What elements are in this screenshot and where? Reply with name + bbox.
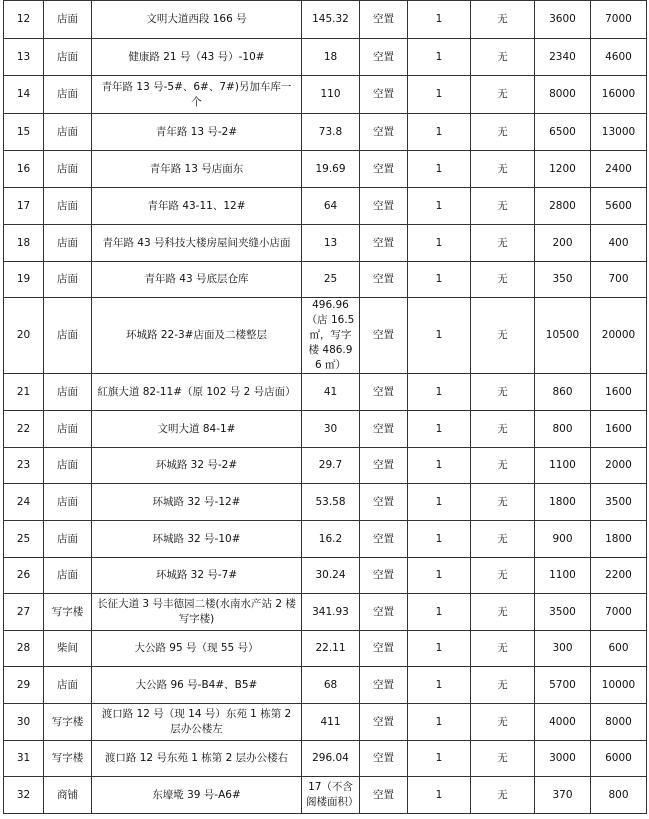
table-row <box>4 777 647 814</box>
occupancy-status-cell: 空置 <box>360 484 408 521</box>
property-address-cell: 渡口路 12 号东苑 1 栋第 2 层办公楼右 <box>92 741 302 777</box>
deposit-value-cell: 700 <box>591 262 647 298</box>
remark-cell: 无 <box>471 667 535 704</box>
remark-cell: 无 <box>471 262 535 298</box>
table-row <box>4 298 647 374</box>
remark-cell: 无 <box>471 594 535 631</box>
row-number-cell: 22 <box>4 411 44 448</box>
property-area-cell: 41 <box>302 374 360 411</box>
remark-cell: 无 <box>471 704 535 741</box>
property-address-cell: 长征大道 3 号丰德园二楼(水南水产站 2 楼写字楼) <box>92 594 302 631</box>
quantity-cell: 1 <box>408 151 471 188</box>
price-value-cell: 900 <box>535 521 591 558</box>
property-type-cell: 店面 <box>44 667 92 704</box>
row-number-cell: 12 <box>4 1 44 39</box>
row-number-cell: 18 <box>4 225 44 262</box>
quantity-cell: 1 <box>408 76 471 114</box>
property-area-cell: 145.32 <box>302 1 360 39</box>
remark-cell: 无 <box>471 631 535 667</box>
occupancy-status-cell: 空置 <box>360 594 408 631</box>
property-address-cell: 大公路 95 号（现 55 号） <box>92 631 302 667</box>
remark-cell: 无 <box>471 188 535 225</box>
row-number-cell: 23 <box>4 448 44 484</box>
table-row <box>4 667 647 704</box>
deposit-value-cell: 7000 <box>591 594 647 631</box>
price-value-cell: 3500 <box>535 594 591 631</box>
quantity-cell: 1 <box>408 521 471 558</box>
property-type-cell: 店面 <box>44 39 92 76</box>
row-number-cell: 17 <box>4 188 44 225</box>
deposit-value-cell: 400 <box>591 225 647 262</box>
quantity-cell: 1 <box>408 631 471 667</box>
property-address-cell: 文明大道西段 166 号 <box>92 1 302 39</box>
row-number-cell: 32 <box>4 777 44 814</box>
deposit-value-cell: 800 <box>591 777 647 814</box>
quantity-cell: 1 <box>408 411 471 448</box>
row-number-cell: 19 <box>4 262 44 298</box>
property-area-cell: 64 <box>302 188 360 225</box>
property-address-cell: 青年路 43 号科技大楼房屋间夹缝小店面 <box>92 225 302 262</box>
quantity-cell: 1 <box>408 39 471 76</box>
property-address-cell: 环城路 22-3#店面及二楼整层 <box>92 298 302 374</box>
deposit-value-cell: 7000 <box>591 1 647 39</box>
table-row <box>4 411 647 448</box>
price-value-cell: 5700 <box>535 667 591 704</box>
row-number-cell: 24 <box>4 484 44 521</box>
price-value-cell: 1100 <box>535 558 591 594</box>
deposit-value-cell: 6000 <box>591 741 647 777</box>
price-value-cell: 1800 <box>535 484 591 521</box>
row-number-cell: 16 <box>4 151 44 188</box>
deposit-value-cell: 1600 <box>591 411 647 448</box>
occupancy-status-cell: 空置 <box>360 667 408 704</box>
row-number-cell: 29 <box>4 667 44 704</box>
property-address-cell: 青年路 13 号-5#、6#、7#)另加车库一个 <box>92 76 302 114</box>
property-type-cell: 柴间 <box>44 631 92 667</box>
property-type-cell: 店面 <box>44 1 92 39</box>
quantity-cell: 1 <box>408 188 471 225</box>
property-area-cell: 53.58 <box>302 484 360 521</box>
deposit-value-cell: 16000 <box>591 76 647 114</box>
price-value-cell: 10500 <box>535 298 591 374</box>
remark-cell: 无 <box>471 411 535 448</box>
property-address-cell: 大公路 96 号-B4#、B5# <box>92 667 302 704</box>
price-value-cell: 2340 <box>535 39 591 76</box>
table-row <box>4 225 647 262</box>
table-row <box>4 631 647 667</box>
table-row <box>4 188 647 225</box>
quantity-cell: 1 <box>408 704 471 741</box>
property-type-cell: 写字楼 <box>44 594 92 631</box>
row-number-cell: 13 <box>4 39 44 76</box>
remark-cell: 无 <box>471 741 535 777</box>
occupancy-status-cell: 空置 <box>360 741 408 777</box>
property-type-cell: 店面 <box>44 374 92 411</box>
deposit-value-cell: 2400 <box>591 151 647 188</box>
table-row <box>4 704 647 741</box>
property-type-cell: 店面 <box>44 558 92 594</box>
table-row <box>4 1 647 39</box>
occupancy-status-cell: 空置 <box>360 558 408 594</box>
property-type-cell: 商铺 <box>44 777 92 814</box>
deposit-value-cell: 10000 <box>591 667 647 704</box>
property-address-cell: 环城路 32 号-7# <box>92 558 302 594</box>
remark-cell: 无 <box>471 1 535 39</box>
deposit-value-cell: 20000 <box>591 298 647 374</box>
table-row <box>4 558 647 594</box>
quantity-cell: 1 <box>408 741 471 777</box>
table-row <box>4 76 647 114</box>
price-value-cell: 800 <box>535 411 591 448</box>
price-value-cell: 3600 <box>535 1 591 39</box>
price-value-cell: 1200 <box>535 151 591 188</box>
deposit-value-cell: 8000 <box>591 704 647 741</box>
quantity-cell: 1 <box>408 667 471 704</box>
property-area-cell: 16.2 <box>302 521 360 558</box>
property-type-cell: 店面 <box>44 521 92 558</box>
occupancy-status-cell: 空置 <box>360 262 408 298</box>
quantity-cell: 1 <box>408 558 471 594</box>
price-value-cell: 8000 <box>535 76 591 114</box>
row-number-cell: 15 <box>4 114 44 151</box>
price-value-cell: 860 <box>535 374 591 411</box>
occupancy-status-cell: 空置 <box>360 151 408 188</box>
price-value-cell: 370 <box>535 777 591 814</box>
row-number-cell: 27 <box>4 594 44 631</box>
occupancy-status-cell: 空置 <box>360 225 408 262</box>
property-type-cell: 店面 <box>44 225 92 262</box>
property-address-cell: 健康路 21 号（43 号）-10# <box>92 39 302 76</box>
deposit-value-cell: 1600 <box>591 374 647 411</box>
deposit-value-cell: 1800 <box>591 521 647 558</box>
table-body <box>4 1 647 814</box>
table-row <box>4 151 647 188</box>
row-number-cell: 25 <box>4 521 44 558</box>
remark-cell: 无 <box>471 448 535 484</box>
remark-cell: 无 <box>471 484 535 521</box>
property-area-cell: 73.8 <box>302 114 360 151</box>
price-value-cell: 2800 <box>535 188 591 225</box>
deposit-value-cell: 4600 <box>591 39 647 76</box>
deposit-value-cell: 13000 <box>591 114 647 151</box>
property-address-cell: 渡口路 12 号（现 14 号）东苑 1 栋第 2 层办公楼左 <box>92 704 302 741</box>
property-type-cell: 店面 <box>44 448 92 484</box>
property-address-cell: 青年路 13 号店面东 <box>92 151 302 188</box>
quantity-cell: 1 <box>408 594 471 631</box>
table-row <box>4 39 647 76</box>
property-area-cell: 110 <box>302 76 360 114</box>
table-row <box>4 594 647 631</box>
property-type-cell: 店面 <box>44 188 92 225</box>
property-address-cell: 青年路 43-11、12# <box>92 188 302 225</box>
deposit-value-cell: 5600 <box>591 188 647 225</box>
remark-cell: 无 <box>471 558 535 594</box>
deposit-value-cell: 2000 <box>591 448 647 484</box>
property-type-cell: 写字楼 <box>44 704 92 741</box>
row-number-cell: 30 <box>4 704 44 741</box>
occupancy-status-cell: 空置 <box>360 1 408 39</box>
row-number-cell: 26 <box>4 558 44 594</box>
property-table <box>3 0 647 814</box>
price-value-cell: 200 <box>535 225 591 262</box>
property-area-cell: 29.7 <box>302 448 360 484</box>
row-number-cell: 14 <box>4 76 44 114</box>
property-area-cell: 496.96（店 16.5 ㎡，写字楼 486.96 ㎡） <box>302 298 360 374</box>
property-address-cell: 环城路 32 号-10# <box>92 521 302 558</box>
quantity-cell: 1 <box>408 484 471 521</box>
property-area-cell: 30 <box>302 411 360 448</box>
property-address-cell: 文明大道 84-1# <box>92 411 302 448</box>
remark-cell: 无 <box>471 151 535 188</box>
property-address-cell: 环城路 32 号-12# <box>92 484 302 521</box>
occupancy-status-cell: 空置 <box>360 76 408 114</box>
row-number-cell: 31 <box>4 741 44 777</box>
occupancy-status-cell: 空置 <box>360 188 408 225</box>
property-type-cell: 店面 <box>44 262 92 298</box>
quantity-cell: 1 <box>408 225 471 262</box>
price-value-cell: 3000 <box>535 741 591 777</box>
table-row <box>4 374 647 411</box>
table-row <box>4 521 647 558</box>
price-value-cell: 4000 <box>535 704 591 741</box>
price-value-cell: 6500 <box>535 114 591 151</box>
remark-cell: 无 <box>471 298 535 374</box>
property-address-cell: 东壕墘 39 号-A6# <box>92 777 302 814</box>
quantity-cell: 1 <box>408 1 471 39</box>
property-area-cell: 30.24 <box>302 558 360 594</box>
table-row <box>4 484 647 521</box>
property-type-cell: 店面 <box>44 411 92 448</box>
property-area-cell: 13 <box>302 225 360 262</box>
property-address-cell: 紅旗大道 82-11#（原 102 号 2 号店面） <box>92 374 302 411</box>
row-number-cell: 28 <box>4 631 44 667</box>
quantity-cell: 1 <box>408 448 471 484</box>
remark-cell: 无 <box>471 777 535 814</box>
price-value-cell: 350 <box>535 262 591 298</box>
deposit-value-cell: 3500 <box>591 484 647 521</box>
property-type-cell: 店面 <box>44 484 92 521</box>
occupancy-status-cell: 空置 <box>360 521 408 558</box>
table-row <box>4 262 647 298</box>
remark-cell: 无 <box>471 521 535 558</box>
remark-cell: 无 <box>471 225 535 262</box>
property-type-cell: 店面 <box>44 76 92 114</box>
occupancy-status-cell: 空置 <box>360 114 408 151</box>
occupancy-status-cell: 空置 <box>360 39 408 76</box>
occupancy-status-cell: 空置 <box>360 704 408 741</box>
property-type-cell: 写字楼 <box>44 741 92 777</box>
remark-cell: 无 <box>471 114 535 151</box>
table-row <box>4 448 647 484</box>
price-value-cell: 1100 <box>535 448 591 484</box>
property-area-cell: 25 <box>302 262 360 298</box>
quantity-cell: 1 <box>408 262 471 298</box>
property-area-cell: 17（不含阁楼面积） <box>302 777 360 814</box>
property-area-cell: 19.69 <box>302 151 360 188</box>
occupancy-status-cell: 空置 <box>360 631 408 667</box>
remark-cell: 无 <box>471 76 535 114</box>
property-type-cell: 店面 <box>44 298 92 374</box>
occupancy-status-cell: 空置 <box>360 411 408 448</box>
row-number-cell: 20 <box>4 298 44 374</box>
property-address-cell: 青年路 43 号底层仓库 <box>92 262 302 298</box>
remark-cell: 无 <box>471 39 535 76</box>
property-area-cell: 341.93 <box>302 594 360 631</box>
property-area-cell: 296.04 <box>302 741 360 777</box>
property-area-cell: 22.11 <box>302 631 360 667</box>
table-row <box>4 114 647 151</box>
price-value-cell: 300 <box>535 631 591 667</box>
occupancy-status-cell: 空置 <box>360 777 408 814</box>
deposit-value-cell: 600 <box>591 631 647 667</box>
property-type-cell: 店面 <box>44 151 92 188</box>
quantity-cell: 1 <box>408 777 471 814</box>
quantity-cell: 1 <box>408 298 471 374</box>
property-address-cell: 青年路 13 号-2# <box>92 114 302 151</box>
occupancy-status-cell: 空置 <box>360 448 408 484</box>
property-address-cell: 环城路 32 号-2# <box>92 448 302 484</box>
row-number-cell: 21 <box>4 374 44 411</box>
table-row <box>4 741 647 777</box>
occupancy-status-cell: 空置 <box>360 298 408 374</box>
deposit-value-cell: 2200 <box>591 558 647 594</box>
property-area-cell: 411 <box>302 704 360 741</box>
property-type-cell: 店面 <box>44 114 92 151</box>
quantity-cell: 1 <box>408 374 471 411</box>
occupancy-status-cell: 空置 <box>360 374 408 411</box>
quantity-cell: 1 <box>408 114 471 151</box>
property-area-cell: 18 <box>302 39 360 76</box>
property-area-cell: 68 <box>302 667 360 704</box>
remark-cell: 无 <box>471 374 535 411</box>
